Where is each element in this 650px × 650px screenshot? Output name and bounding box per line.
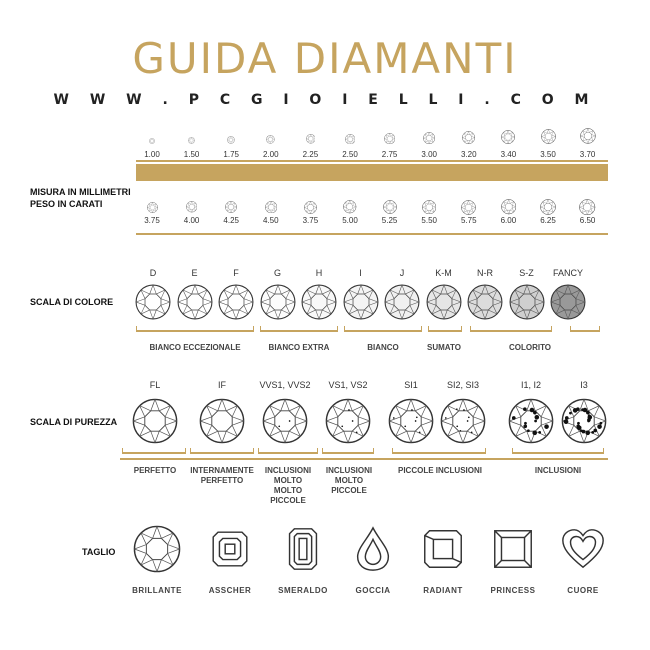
mm-value: 5.50	[421, 216, 437, 225]
color-category-label: COLORITO	[508, 343, 552, 352]
mm-value: 1.75	[223, 150, 239, 159]
clarity-category-line: PERFETTO	[133, 466, 177, 475]
diamond-icon	[199, 398, 245, 444]
category-bracket	[428, 326, 462, 332]
size-gem-icon	[304, 201, 317, 214]
mm-value: 4.50	[263, 216, 279, 225]
round-brilliant-icon	[133, 525, 181, 573]
diamond-icon	[561, 398, 607, 444]
mm-value: 3.75	[302, 216, 319, 225]
mm-value: 3.00	[421, 150, 437, 159]
mm-value: 2.25	[302, 150, 319, 159]
heart-icon	[559, 525, 607, 573]
clarity-grade-label: I1, I2	[520, 380, 541, 390]
category-bracket	[258, 448, 318, 454]
clarity-category-label	[388, 466, 492, 476]
diamond-icon	[262, 398, 308, 444]
divider-line	[136, 160, 608, 162]
category-bracket	[190, 448, 254, 454]
color-grade-label: G	[273, 268, 281, 278]
clarity-category-line: MOLTO	[273, 486, 303, 495]
radiant-icon	[419, 525, 467, 573]
clarity-category-line: PICCOLE	[270, 496, 306, 505]
princess-icon	[489, 525, 537, 573]
mm-value: 5.25	[381, 216, 398, 225]
cut-label: TAGLIO	[82, 547, 116, 557]
category-bracket	[512, 448, 604, 454]
color-category-label: BIANCO EXTRA	[268, 343, 330, 352]
diamond-icon	[388, 398, 434, 444]
mm-value: 1.50	[183, 150, 200, 159]
cut-name-label: GOCCIA	[355, 586, 391, 595]
size-gem-icon	[383, 200, 397, 214]
size-gem-icon	[149, 138, 155, 144]
diamond-icon	[132, 398, 178, 444]
cut-name-label: SMERALDO	[278, 586, 328, 595]
clarity-grade-label: VVS1, VVS2	[259, 380, 311, 390]
color-grade-label: J	[399, 268, 405, 278]
diamond-icon	[440, 398, 486, 444]
size-gem-icon	[423, 132, 435, 144]
cut-name-label: PRINCESS	[490, 586, 536, 595]
clarity-category-line: PERFETTO	[200, 476, 244, 485]
clarity-grade-label: SI1	[404, 380, 418, 390]
mm-value: 4.25	[223, 216, 239, 225]
color-grade-label: K-M	[435, 268, 452, 278]
size-gem-icon	[501, 199, 517, 215]
mm-value: 2.00	[263, 150, 279, 159]
clarity-category-line: INCLUSIONI	[325, 466, 373, 475]
cut-name-label: RADIANT	[423, 586, 463, 595]
mm-value: 3.70	[579, 150, 596, 159]
color-category-label: BIANCO	[367, 343, 399, 352]
diamond-icon	[260, 284, 296, 320]
color-grade-label: E	[191, 268, 198, 278]
size-label-carat: PESO IN CARATI	[30, 199, 103, 209]
color-scale-label: SCALA DI COLORE	[30, 297, 114, 307]
diamond-icon	[550, 284, 586, 320]
mm-value: 3.40	[500, 150, 517, 159]
mm-value: 4.00	[183, 216, 200, 225]
mm-value: 3.75	[144, 216, 160, 225]
clarity-grade-label: I3	[580, 380, 588, 390]
category-bracket	[470, 326, 552, 332]
clarity-category-line: PICCOLE	[331, 486, 367, 495]
diamond-icon	[218, 284, 254, 320]
clarity-category-label	[320, 466, 378, 496]
size-gem-icon	[186, 201, 198, 213]
diamond-icon	[343, 284, 379, 320]
category-bracket	[122, 448, 186, 454]
size-gem-icon	[580, 128, 596, 144]
clarity-category-label	[256, 466, 320, 506]
diamond-icon	[508, 398, 554, 444]
clarity-category-line: INCLUSIONI	[534, 466, 582, 475]
diamond-icon	[135, 284, 171, 320]
color-grade-label: I	[359, 268, 362, 278]
mm-value: 2.50	[342, 150, 358, 159]
clarity-grade-label: SI2, SI3	[446, 380, 480, 390]
size-gem-icon	[343, 200, 357, 214]
color-grade-label: F	[233, 268, 239, 278]
size-label-mm: MISURA IN MILLIMETRI	[30, 187, 131, 197]
cut-name-label: ASSCHER	[208, 586, 252, 595]
mm-value: 5.00	[342, 216, 358, 225]
category-bracket	[392, 448, 486, 454]
size-gem-icon	[384, 133, 395, 144]
diamond-icon	[426, 284, 462, 320]
mm-value: 6.00	[500, 216, 517, 225]
size-gem-icon	[306, 134, 316, 144]
clarity-category-line: INTERNAMENTE	[190, 466, 254, 475]
clarity-category-label	[186, 466, 258, 486]
clarity-category-label	[120, 466, 190, 476]
category-bracket	[344, 326, 422, 332]
category-bracket	[136, 326, 254, 332]
mm-value: 6.25	[540, 216, 556, 225]
size-gem-icon	[541, 129, 556, 144]
emerald-icon	[279, 525, 327, 573]
clarity-category-line: MOLTO	[334, 476, 364, 485]
mm-value: 2.75	[381, 150, 398, 159]
category-bracket	[260, 326, 338, 332]
color-grade-label: N-R	[477, 268, 493, 278]
website-url: W W W . P C G I O I E L L I . C O M	[53, 92, 597, 108]
clarity-grade-label: VS1, VS2	[328, 380, 368, 390]
clarity-grade-label: IF	[218, 380, 226, 390]
size-gem-icon	[225, 201, 237, 213]
diamond-icon	[325, 398, 371, 444]
mm-value: 3.20	[461, 150, 477, 159]
diamond-icon	[384, 284, 420, 320]
color-grade-label: S-Z	[519, 268, 534, 278]
size-gem-icon	[266, 135, 275, 144]
color-grade-label: D	[149, 268, 157, 278]
size-gem-icon	[579, 199, 596, 216]
size-gem-icon	[462, 131, 475, 144]
color-category-label: BIANCO ECCEZIONALE	[149, 343, 241, 352]
cut-name-label: BRILLANTE	[132, 586, 182, 595]
size-gem-icon	[188, 137, 195, 144]
color-grade-label: H	[315, 268, 323, 278]
diamond-icon	[467, 284, 503, 320]
mm-value: 6.50	[579, 216, 596, 225]
mm-value: 1.00	[144, 150, 160, 159]
diamond-icon	[509, 284, 545, 320]
divider-line	[120, 458, 608, 460]
category-bracket	[322, 448, 374, 454]
diamond-icon	[301, 284, 337, 320]
size-gem-icon	[501, 130, 515, 144]
size-gem-icon	[147, 202, 158, 213]
color-category-label: SUMATO	[427, 343, 461, 352]
size-gem-icon	[540, 199, 556, 215]
clarity-category-line: INCLUSIONI	[264, 466, 312, 475]
mm-value: 5.75	[461, 216, 477, 225]
diamond-icon	[177, 284, 213, 320]
size-gem-icon	[422, 200, 437, 215]
clarity-scale-label: SCALA DI PUREZZA	[30, 417, 118, 427]
clarity-category-line: MOLTO	[273, 476, 303, 485]
divider-line	[136, 233, 608, 235]
cut-name-label: CUORE	[567, 586, 599, 595]
page-title: GUIDA DIAMANTI	[132, 34, 518, 83]
size-gem-icon	[461, 200, 476, 215]
category-bracket	[570, 326, 600, 332]
color-grade-label: FANCY	[552, 268, 583, 278]
size-gem-icon	[345, 134, 356, 145]
asscher-icon	[206, 525, 254, 573]
clarity-category-line: PICCOLE INCLUSIONI	[397, 466, 482, 475]
carat-band	[136, 164, 608, 181]
clarity-category-label	[508, 466, 608, 476]
pear-icon	[349, 525, 397, 573]
clarity-grade-label: FL	[149, 380, 161, 390]
mm-value: 3.50	[540, 150, 556, 159]
size-gem-icon	[265, 201, 278, 214]
size-gem-icon	[227, 136, 235, 144]
